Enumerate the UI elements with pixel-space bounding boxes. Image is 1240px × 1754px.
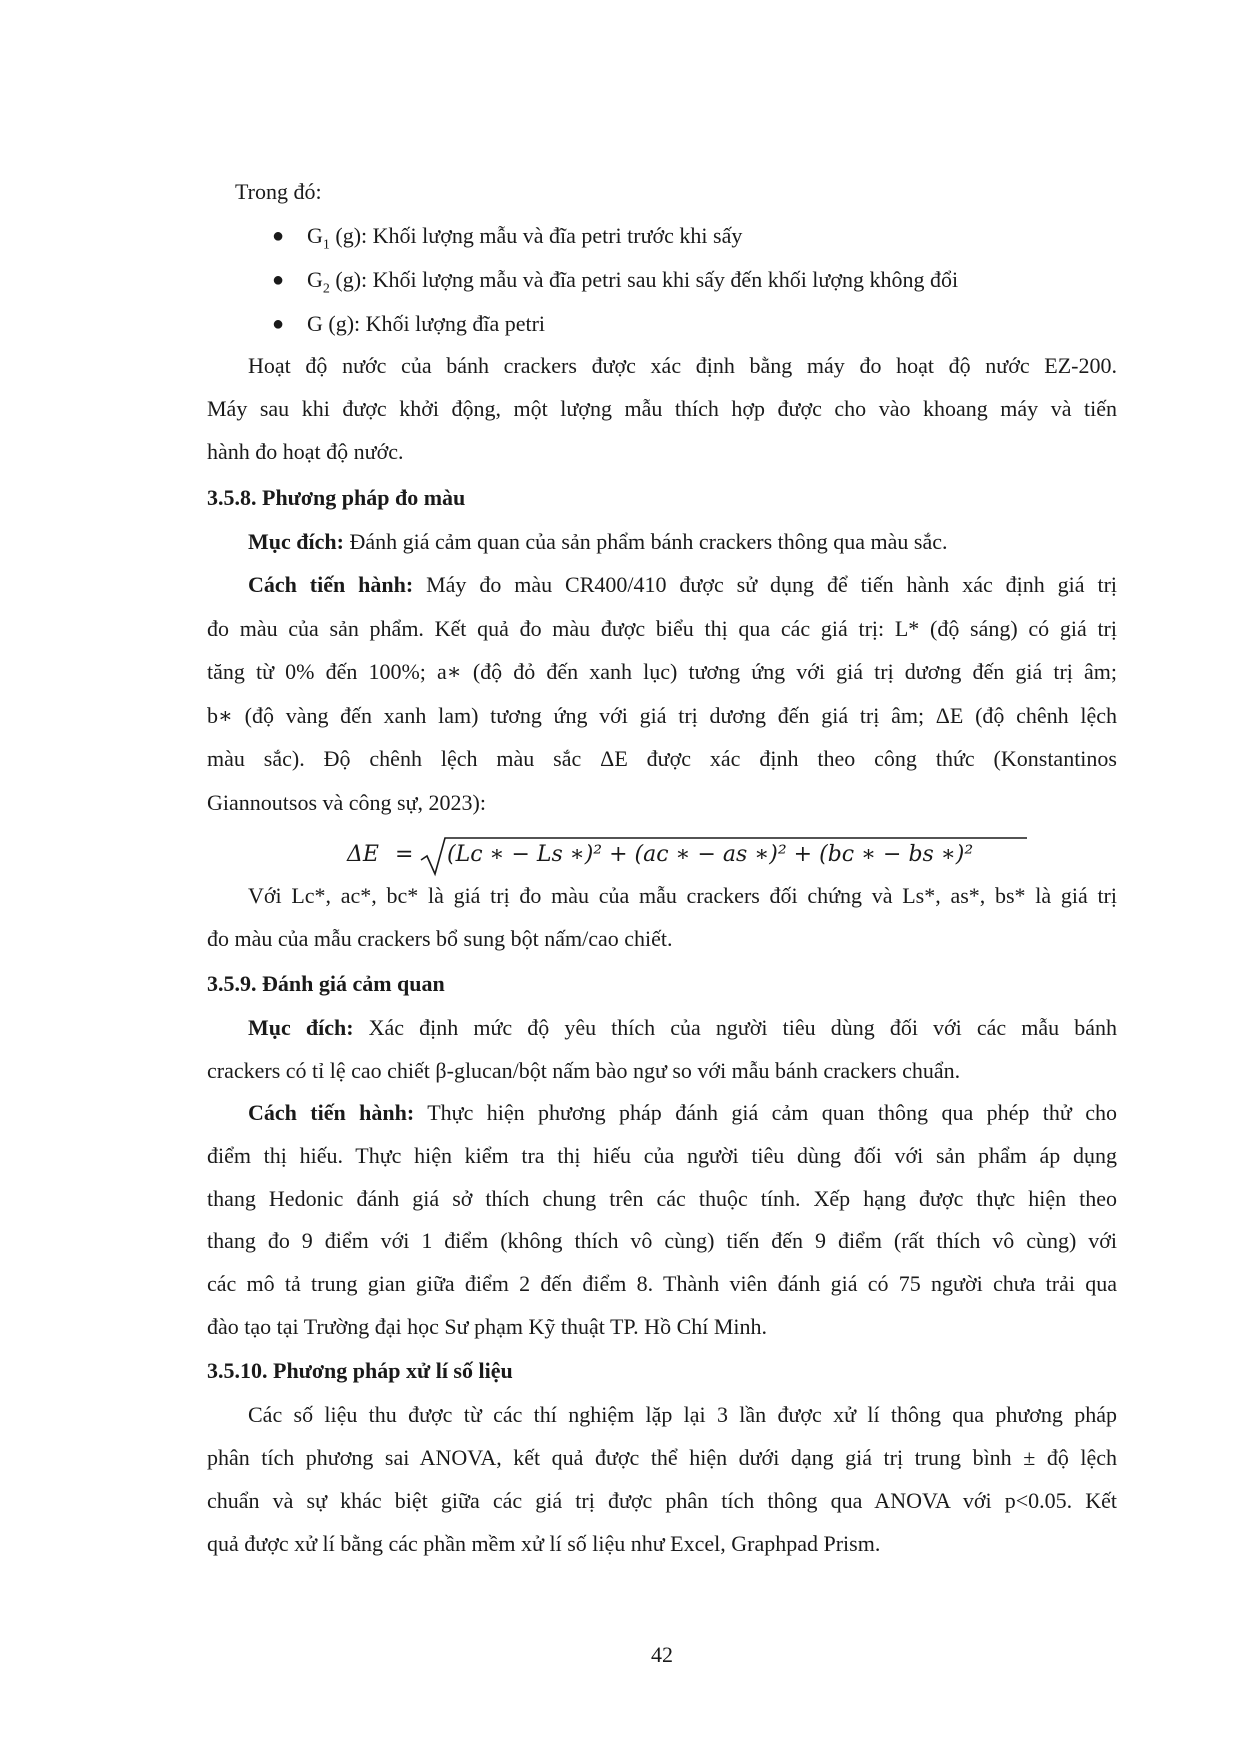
paragraph-line: quả được xử lí bằng các phần mềm xử lí số liệu như Excel, Graphpad Prism.: [207, 1531, 881, 1556]
paragraph-line: Các số liệu thu được từ các thí nghiệm lặp lại 3 lần được xử lí thông qua phương pháp: [248, 1402, 1117, 1427]
section-heading-359: 3.5.9. Đánh giá cảm quan: [207, 971, 445, 996]
paragraph-line: màu sắc). Độ chênh lệch màu sắc ΔE được xác định theo công thức (Konstantinos: [207, 746, 1117, 771]
paragraph-line: các mô tả trung gian giữa điểm 2 đến điểm 8. Thành viên đánh giá có 75 người chưa trải qua: [207, 1271, 1117, 1296]
section-heading-3510: 3.5.10. Phương pháp xử lí số liệu: [207, 1358, 513, 1383]
paragraph-line: Máy sau khi được khởi động, một lượng mẫu thích hợp được cho vào khoang máy và tiến: [207, 396, 1117, 421]
bullet-icon: ●: [272, 269, 285, 291]
paragraph-line: đo màu của mẫu crackers bổ sung bột nấm/cao chiết.: [207, 926, 673, 951]
paragraph-line: điểm thị hiếu. Thực hiện kiểm tra thị hiếu của người tiêu dùng đối với sản phẩm áp dụng: [207, 1143, 1117, 1168]
paragraph-line: Cách tiến hành: Thực hiện phương pháp đánh giá cảm quan thông qua phép thử cho: [248, 1100, 1118, 1125]
paragraph-line: Cách tiến hành: Máy đo màu CR400/410 được sử dụng để tiến hành xác định giá trị: [248, 572, 1118, 597]
paragraph-line: chuẩn và sự khác biệt giữa các giá trị được phân tích thông qua ANOVA với p<0.05. Kết: [207, 1488, 1117, 1513]
paragraph-line: Với Lc*, ac*, bc* là giá trị đo màu của mẫu crackers đối chứng và Ls*, as*, bs* là giá trị: [248, 883, 1117, 908]
list-item: ● G (g): Khối lượng đĩa petri: [207, 309, 1117, 339]
bullet-icon: ●: [272, 313, 285, 335]
paragraph-line: thang Hedonic đánh giá sở thích chung trên các thuộc tính. Xếp hạng được thực hiện theo: [207, 1186, 1117, 1211]
paragraph-line: đào tạo tại Trường đại học Sư phạm Kỹ thuật TP. Hồ Chí Minh.: [207, 1314, 768, 1339]
bullet-icon: ●: [272, 225, 285, 247]
paragraph-line: tăng từ 0% đến 100%; a∗ (độ đỏ đến xanh lục) tương ứng với giá trị dương đến giá trị âm;: [207, 659, 1117, 684]
paragraph-line: b∗ (độ vàng đến xanh lam) tương ứng với giá trị dương đến giá trị âm; ΔE (độ chênh lệch: [207, 703, 1117, 728]
paragraph-line: thang đo 9 điểm với 1 điểm (không thích vô cùng) tiến đến 9 điểm (rất thích vô cùng) với: [207, 1228, 1117, 1253]
list-item: ● $G_1$ (g): Khối lượng mẫu và đĩa petri trước khi sấy: [272, 223, 743, 253]
paragraph-line: Mục đích: Đánh giá cảm quan của sản phẩm bánh crackers thông qua màu sắc.: [248, 529, 948, 554]
paragraph-line: Mục đích: Xác định mức độ yêu thích của người tiêu dùng đối với các mẫu bánh: [248, 1015, 1117, 1040]
paragraph-line: phân tích phương sai ANOVA, kết quả được thể hiện dưới dạng giá trị trung bình ± độ lệch: [207, 1445, 1117, 1470]
section-heading-358: 3.5.8. Phương pháp đo màu: [207, 485, 466, 510]
paragraph-line: đo màu của sản phẩm. Kết quả đo màu được biểu thị qua các giá trị: L* (độ sáng) có giá trị: [207, 616, 1117, 641]
paragraph-line: Hoạt độ nước của bánh crackers được xác định bằng máy đo hoạt độ nước EZ-200.: [248, 353, 1117, 378]
paragraph-line: crackers có tỉ lệ cao chiết β-glucan/bột nấm bào ngư so với mẫu bánh crackers chuẩn.: [207, 1058, 961, 1083]
paragraph-line: Giannoutsos và công sự, 2023):: [207, 790, 486, 815]
list-item: ● $G_2$ (g): Khối lượng mẫu và đĩa petri sau khi sấy đến khối lượng không đổi: [272, 267, 959, 297]
paragraph-line: hành đo hoạt độ nước.: [207, 439, 404, 464]
trong-do-label: Trong đó:: [235, 179, 322, 204]
delta-e-formula: ΔE = (Lᴄ ∗ − Lѕ ∗)² + (aᴄ ∗ − aѕ ∗)² + (bᴄ ∗ − bѕ ∗)²: [347, 834, 947, 878]
page-number: 42: [651, 1642, 673, 1667]
